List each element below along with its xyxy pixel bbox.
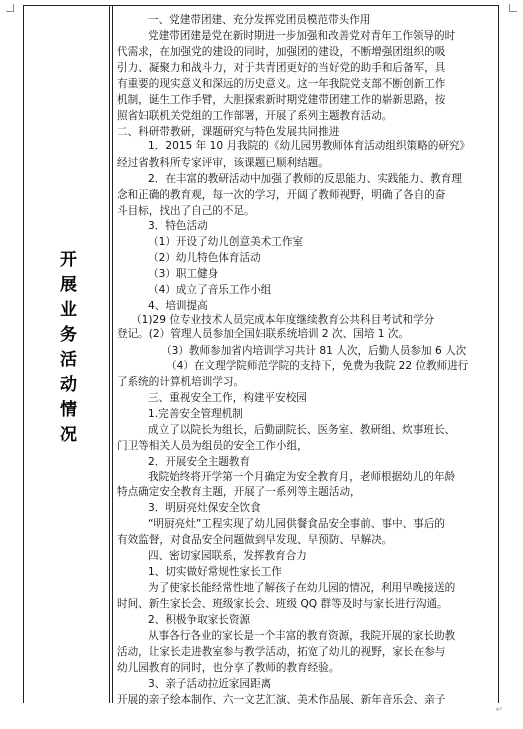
text-line: （4）成立了音乐工作小组: [148, 284, 272, 296]
text-line: 门卫等相关人员为组员的安全工作小组，: [117, 440, 308, 452]
page-corner-mark: [509, 4, 517, 12]
text-line: （1）开设了幼儿创意美术工作室: [148, 236, 304, 248]
text-line: 幼儿园教育的同时，也分享了教师的教育经验。: [117, 662, 340, 674]
text-line: 2．在丰富的教研活动中加强了教师的反思能力、实践能力、教育理: [148, 173, 462, 185]
text-line: 我院始终将开学第一个月确定为安全教育月，老师根据幼儿的年龄: [148, 471, 456, 483]
text-line: （4）在文理学院师范学院的支持下，免费为我院 22 位教师进行: [166, 360, 469, 372]
section-label-cell: [24, 6, 109, 704]
text-line: 有重要的现实意义和深远的历史意义。这一年我院党支部不断创新工作: [117, 78, 446, 90]
text-line: 代需求，在加强党的建设的同时，加强团的建设，不断增强团组织的吸: [117, 46, 446, 58]
text-line: （2）幼儿特色体育活动: [148, 252, 261, 264]
text-line: 经过省教科所专家评审，该课题已顺利结题。: [117, 157, 329, 169]
text-line: 二、科研带教研，课题研究与特色发展共同推进: [117, 126, 340, 138]
text-line: （1)29 位专业技术人员完成本年度继续教育公共科目考试和学分: [131, 314, 435, 326]
text-line: 一、党建带团建、充分发挥党团员模范带头作用: [148, 14, 371, 26]
page-corner-mark: [6, 4, 14, 12]
text-line: 3．明厨亮灶保安全饮食: [148, 502, 261, 514]
text-line: 4、培训提高: [148, 300, 208, 312]
text-line: 时间、新生家长会、班级家长会、班级 QQ 群等及时与家长进行沟通。: [117, 598, 448, 610]
text-line: 2．开展安全主题教育: [148, 456, 251, 468]
text-line: 斗目标，找出了自己的不足。: [117, 205, 255, 217]
section-label: 开展业务活动情况: [56, 250, 76, 450]
text-line: 成立了以院长为组长，后勤副院长、医务室、教研组、炊事班长、: [148, 424, 456, 436]
text-line: 党建带团建是党在新时期进一步加强和改善党对青年工作领导的时: [148, 30, 456, 42]
text-line: 了系统的计算机培训学习。: [117, 376, 245, 388]
column-divider: [109, 6, 113, 703]
text-line: 开展的亲子绘本制作、六一文艺汇演、美术作品展、新年音乐会、亲子: [117, 694, 446, 704]
text-line: 机制，诞生工作手臂，大胆探索新时期党建带团建工作的崭新思路，按: [117, 94, 446, 106]
text-line: 特点确定安全教育主题，开展了一系列等主题活动，: [117, 486, 361, 498]
paragraph-mark: ↵: [495, 705, 503, 715]
report-table: [23, 5, 499, 703]
text-line: （3）职工健身: [148, 268, 219, 280]
text-line: 照省妇联机关党组的工作部署，开展了系列主题教育活动。: [117, 110, 393, 122]
text-line: 1.完善安全管理机制: [148, 408, 243, 420]
text-line: 3、亲子活动拉近家园距离: [148, 678, 272, 690]
text-line: 1．2015 年 10 月我院的《幼儿园男教师体育活动组织策略的研究》: [148, 140, 471, 152]
text-line: 2、积极争取家长资源: [148, 614, 251, 626]
text-line: 登记。(2）管理人员参加全国妇联系统培训 2 次、国培 1 次。: [117, 328, 410, 340]
text-line: 四、密切家园联系，发挥教育合力: [148, 550, 307, 562]
text-line: 活动，让家长走进教室参与教学活动，拓宽了幼儿的视野，家长在参与: [117, 646, 446, 658]
text-line: 为了使家长能经常性地了解孩子在幼儿园的情况，利用早晚接送的: [148, 582, 456, 594]
text-line: “明厨亮灶”工程实现了幼儿园供餐食品安全事前、事中、事后的: [148, 518, 446, 530]
text-line: 念和正确的教育观，每一次的学习，开阔了教师视野，明确了各自的奋: [117, 189, 446, 201]
text-line: 三、重视安全工作，构建平安校园: [148, 392, 307, 404]
text-line: 引力、凝聚力和战斗力，对于共青团更好的当好党的助手和后备军，具: [117, 62, 446, 74]
text-line: 从事各行各业的家长是一个丰富的教育资源，我院开展的家长助教: [148, 630, 456, 642]
text-line: 有效监督，对食品安全问题做到早发现、早预防、早解决。: [117, 534, 393, 546]
text-line: （3）教师参加省内培训学习共计 81 人次，后勤人员参加 6 人次: [161, 345, 467, 357]
content-cell: [114, 8, 498, 704]
text-line: 1、切实做好常规性家长工作: [148, 566, 282, 578]
text-line: 3．特色活动: [148, 220, 208, 232]
